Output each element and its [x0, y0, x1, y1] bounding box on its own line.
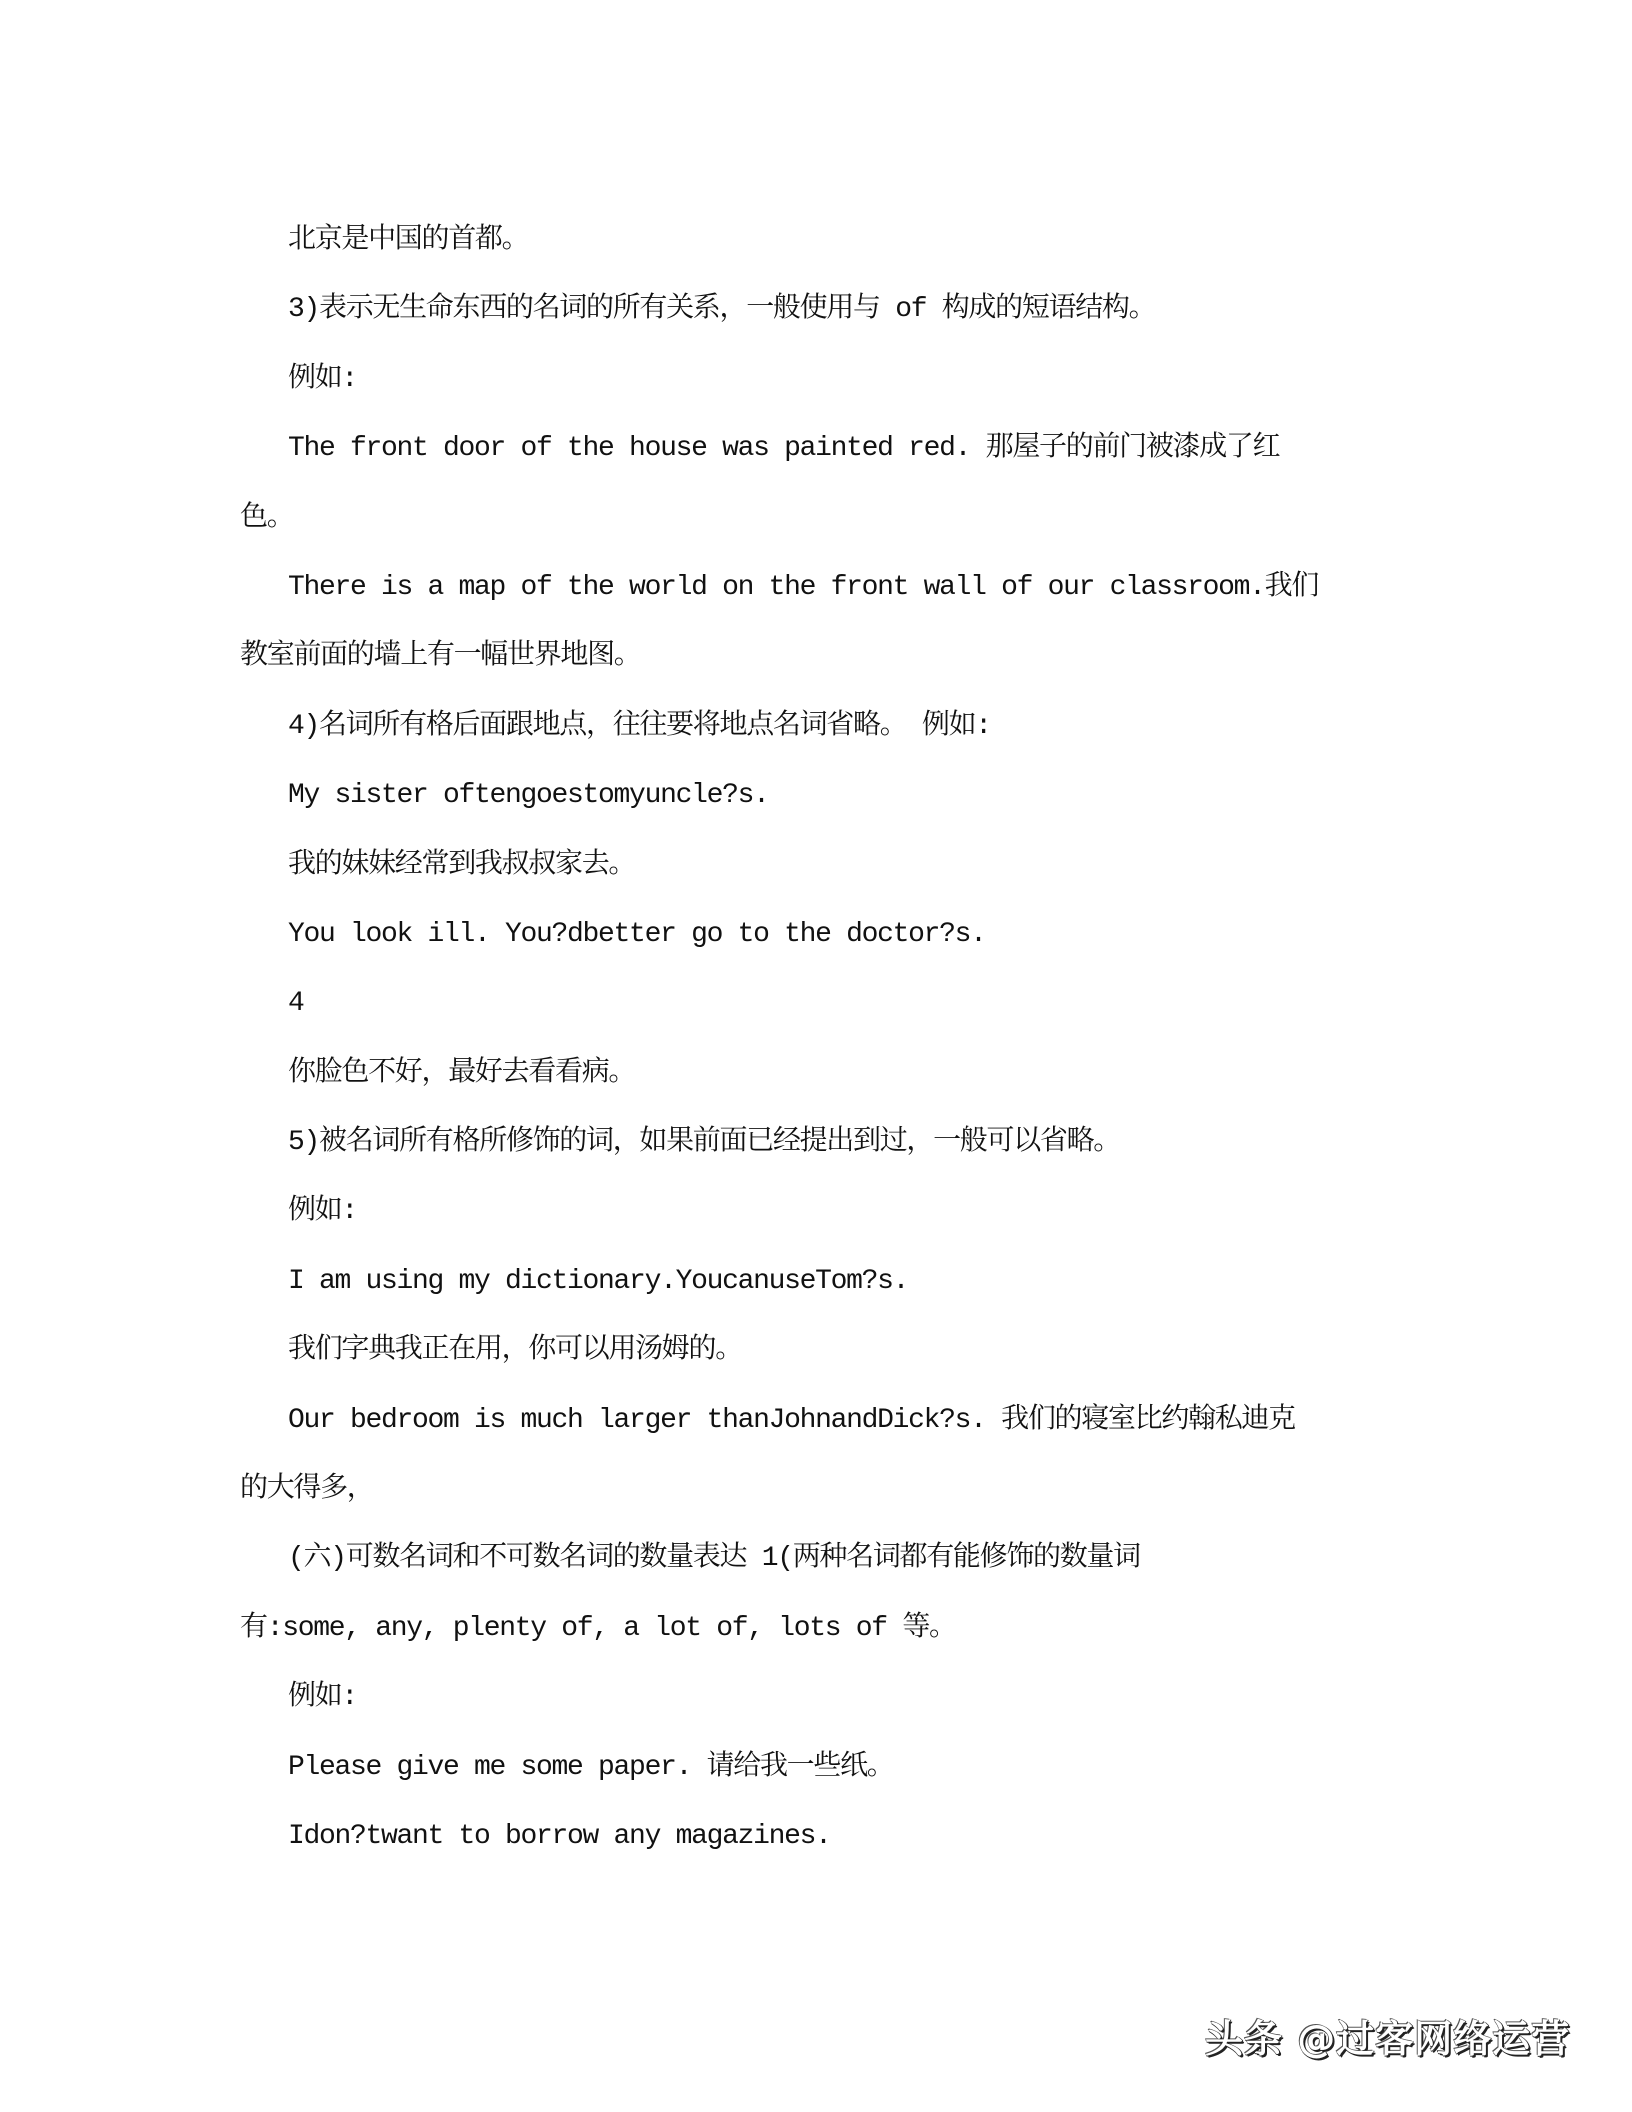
document-page — [240, 206, 1400, 1871]
text-line: 5)被名词所有格所修饰的词，如果前面已经提出到过，一般可以省略。 — [288, 1127, 1121, 1159]
text-line: 的大得多， — [240, 1474, 374, 1506]
text-line: The front door of the house was painted red. 那屋子的前门被漆成了红 — [288, 433, 1280, 465]
text-line: 3)表示无生命东西的名词的所有关系，一般使用与 of 构成的短语结构。 — [288, 294, 1156, 326]
text-line: There is a map of the world on the front wall of our classroom.我们 — [288, 571, 1319, 603]
text-line: 色。 — [240, 502, 294, 534]
text-line: I am using my dictionary.YoucanuseTom?s. — [288, 1265, 909, 1297]
text-line: 北京是中国的首都。 — [288, 225, 529, 256]
text-line: 教室前面的墙上有一幅世界地图。 — [240, 641, 641, 673]
text-line: 4)名词所有格后面跟地点，往往要将地点名词省略。 例如: — [288, 710, 991, 742]
text-line: (六)可数名词和不可数名词的数量表达 1(两种名词都有能修饰的数量词 — [288, 1543, 1140, 1575]
text-line: 例如: — [288, 1682, 357, 1714]
watermark: 头条 @过客网络运营 — [1205, 2017, 1571, 2061]
text-line: 我的妹妹经常到我叔叔家去。 — [288, 849, 636, 881]
text-line: Idon?twant to borrow any magazines. — [288, 1820, 831, 1852]
text-line: Please give me some paper. 请给我一些纸。 — [288, 1751, 894, 1783]
text-line: 例如: — [288, 1196, 357, 1228]
text-line: 4 — [288, 988, 304, 1020]
text-line: 你脸色不好，最好去看看病。 — [288, 1057, 636, 1089]
text-line: You look ill. You?dbetter go to the doctor?s. — [288, 918, 986, 950]
text-line: Our bedroom is much larger thanJohnandDick?s. 我们的寝室比约翰私迪克 — [288, 1404, 1295, 1436]
text-line: 例如: — [288, 363, 357, 395]
text-line: My sister oftengoestomyuncle?s. — [288, 780, 769, 812]
text-line: 有:some, any, plenty of, a lot of, lots of 等。 — [240, 1612, 956, 1644]
text-line: 我们字典我正在用，你可以用汤姆的。 — [288, 1335, 742, 1367]
